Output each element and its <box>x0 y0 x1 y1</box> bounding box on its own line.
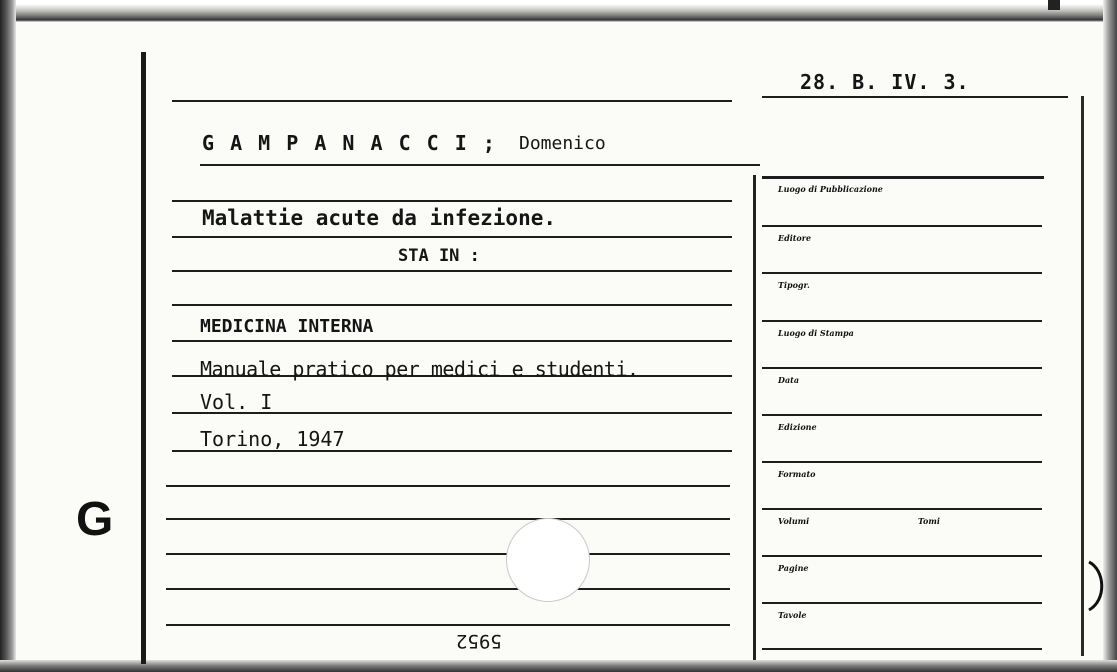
form-label-data: Data <box>778 375 799 385</box>
rule-line <box>166 553 730 555</box>
author-surname: G A M P A N A C C I ; <box>202 131 497 155</box>
form-label-edizione: Edizione <box>778 422 817 432</box>
form-label-formato: Formato <box>778 469 816 479</box>
scan-edge-left <box>0 0 16 672</box>
form-label-luogo-stampa: Luogo di Stampa <box>778 328 854 338</box>
form-label-tipogr: Tipogr. <box>778 280 810 290</box>
rule-line <box>172 236 732 238</box>
place-year: Torino, 1947 <box>200 427 345 451</box>
form-rule <box>762 508 1042 510</box>
sta-in-label: STA IN : <box>398 246 480 266</box>
form-label-pagine: Pagine <box>778 563 809 573</box>
volume: Vol. I <box>200 390 273 414</box>
scan-edge-top <box>0 0 1117 22</box>
rule-line <box>172 100 732 102</box>
rule-line <box>172 340 732 342</box>
form-rule <box>762 414 1042 416</box>
form-rule <box>762 367 1042 369</box>
rule-line <box>166 624 730 626</box>
form-rule <box>762 320 1042 322</box>
form-rule <box>762 461 1042 463</box>
form-top-rule <box>762 176 1044 179</box>
host-title: MEDICINA INTERNA <box>200 316 374 337</box>
left-margin-rule <box>141 52 146 664</box>
right-margin-rule <box>1081 96 1084 656</box>
form-label-tomi: Tomi <box>918 516 940 526</box>
shelfmark-underline <box>762 96 1068 98</box>
rule-line <box>166 518 730 520</box>
clip-mark <box>1085 560 1109 612</box>
rule-line <box>172 270 732 272</box>
scan-edge-bottom <box>0 660 1117 672</box>
form-label-editore: Editore <box>778 233 812 243</box>
stamp-number: 5952 <box>456 630 502 652</box>
punch-hole <box>506 518 590 602</box>
form-rule <box>762 648 1042 650</box>
author-given-name: Domenico <box>519 133 606 154</box>
rule-line <box>200 164 760 166</box>
side-letter: G <box>76 493 114 546</box>
form-label-tavole: Tavole <box>778 610 807 620</box>
shelfmark: 28. B. IV. 3. <box>800 70 970 94</box>
rule-line <box>172 200 732 202</box>
form-rule <box>762 602 1042 604</box>
form-label-volumi: Volumi <box>778 516 810 526</box>
form-rule <box>762 225 1042 227</box>
work-title: Malattie acute da infezione. <box>202 206 557 230</box>
rule-line <box>166 588 730 590</box>
corner-mark <box>1048 0 1060 10</box>
rule-line <box>166 485 730 487</box>
host-subtitle: Manuale pratico per medici e studenti. <box>200 357 639 381</box>
form-rule <box>762 555 1042 557</box>
form-rule <box>762 272 1042 274</box>
form-label-luogo-pubblicazione: Luogo di Pubblicazione <box>778 184 883 194</box>
form-divider <box>753 175 756 660</box>
rule-line <box>172 304 732 306</box>
